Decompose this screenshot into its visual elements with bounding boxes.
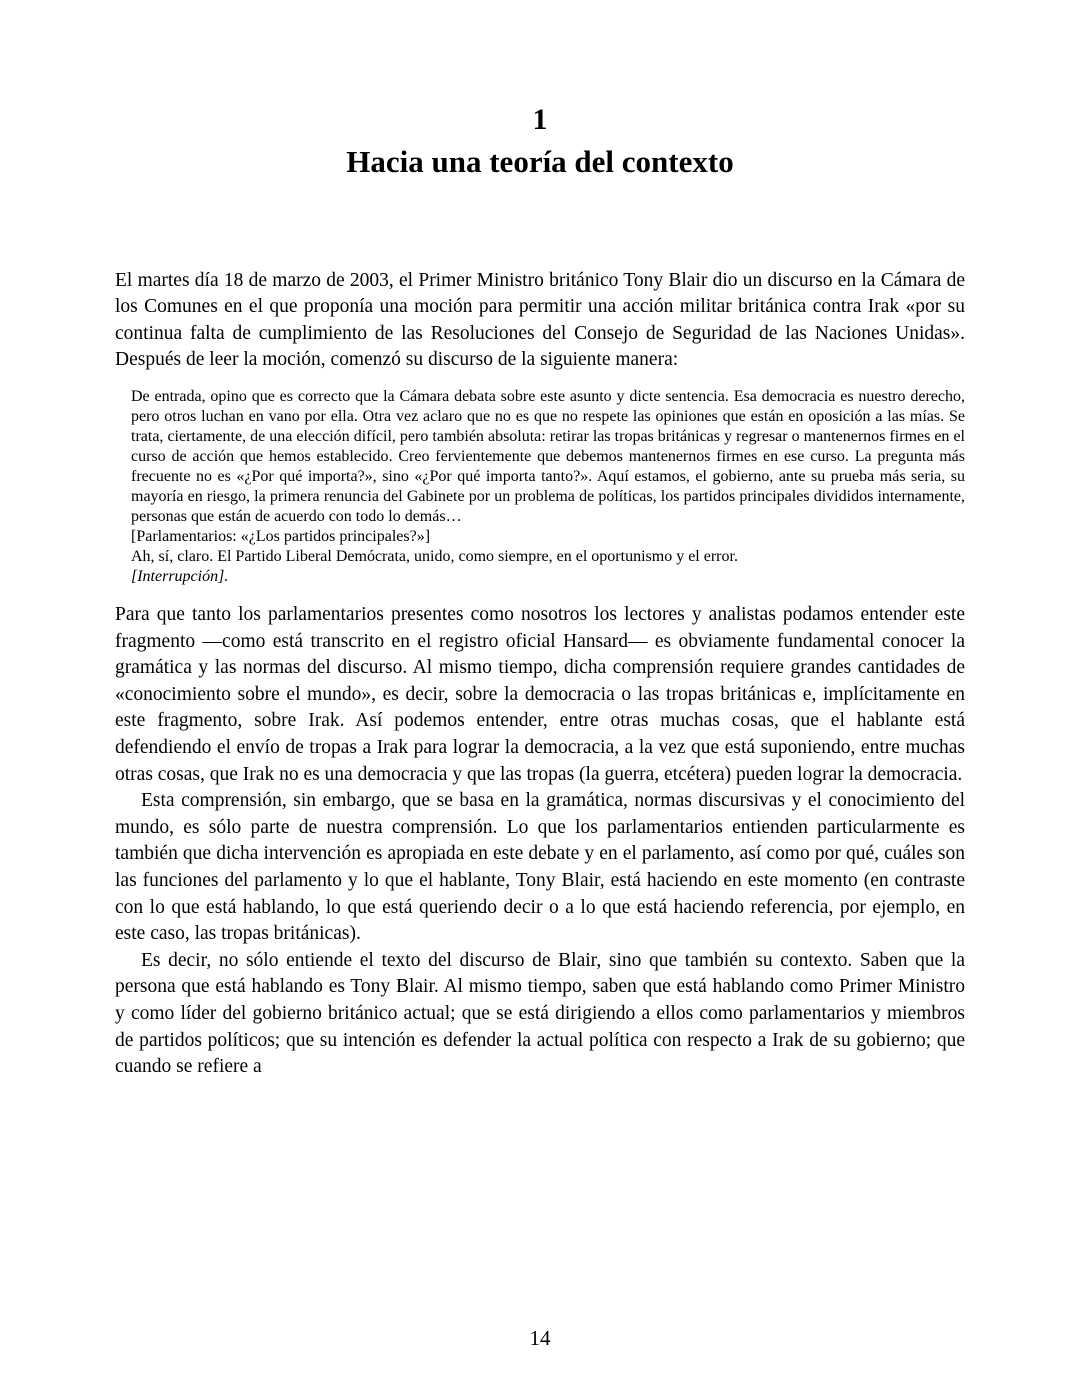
block-quote [131, 387, 965, 587]
page-number: 14 [529, 1326, 551, 1350]
chapter-title: Hacia una teoría del contexto [346, 143, 734, 179]
paragraph-4: Es decir, no sólo entiende el texto del discurso de Blair, sino que también su contexto. Saben que la persona que está hablando es Tony Blair. Al mismo tiempo, saben que está hablando como Primer Ministro y como líder del gobierno británico actual; que se está dirigiendo a ellos como parlamentarios y miembros de partidos políticos; que su intención es defender la actual política con respecto a Irak de su gobierno; que cuando se refiere a [115, 949, 965, 1078]
quote-stage-direction: [Interrupción]. [131, 568, 229, 586]
quote-reply: Ah, sí, claro. El Partido Liberal Demócrata, unido, como siempre, en el oportunismo y el error. [131, 548, 738, 566]
quote-main-text: De entrada, opino que es correcto que la Cámara debata sobre este asunto y dicte sentencia. Esa democracia es nuestro derecho, pero otros luchan en vano por ella. Otra vez aclaro que no es que no respete las opiniones que están en oposición a las mías. Se trata, ciertamente, de una elección difícil, pero también absoluta: retirar las tropas británicas y regresar o mantenernos firmes en el curso de acción que hemos establecido. Creo fervientemente que debemos mantenernos firmes en ese curso. La pregunta más frecuente no es «¿Por qué importa?», sino «¿Por qué importa tanto?». Aquí estamos, el gobierno, ante su prueba más seria, su mayoría en riesgo, la primera renuncia del Gabinete por un problema de políticas, los partidos principales divididos internamente, personas que están de acuerdo con todo lo demás… [131, 388, 965, 526]
chapter-header [0, 0, 1080, 180]
paragraph-intro: El martes día 18 de marzo de 2003, el Primer Ministro británico Tony Blair dio un discurso en la Cámara de los Comunes en el que proponía una moción para permitir una acción militar británica contra Irak «por su continua falta de cumplimiento de las Resoluciones del Consejo de Seguridad de las Naciones Unidas». Después de leer la moción, comenzó su discurso de la siguiente manera: [115, 269, 965, 371]
paragraph-3: Esta comprensión, sin embargo, que se basa en la gramática, normas discursivas y el conocimiento del mundo, es sólo parte de nuestra comprensión. Lo que los parlamentarios entienden particularmente es también que dicha intervención es apropiada en este debate y en el parlamento, así como por qué, cuáles son las funciones del parlamento y lo que el hablante, Tony Blair, está haciendo en este momento (en contraste con lo que está hablando, lo que está queriendo decir o a lo que está haciendo referencia, por ejemplo, en este caso, las tropas británicas). [115, 790, 965, 945]
quote-interjection: [Parlamentarios: «¿Los partidos principales?»] [131, 528, 431, 546]
page-body [115, 268, 965, 1081]
chapter-number: 1 [532, 103, 548, 136]
paragraph-2: Para que tanto los parlamentarios presentes como nosotros los lectores y analistas podamos entender este fragmento —como está transcrito en el registro oficial Hansard— es obviamente fundamental conocer la gramática y las normas del discurso. Al mismo tiempo, dicha comprensión requiere grandes cantidades de «conocimiento sobre el mundo», es decir, sobre la democracia o las tropas británicas e, implícitamente en este fragmento, sobre Irak. Así podemos entender, entre otras muchas cosas, que el hablante está defendiendo el envío de tropas a Irak para lograr la democracia, a la vez que está suponiendo, entre muchas otras cosas, que Irak no es una democracia y que las tropas (la guerra, etcétera) pueden lograr la democracia. [115, 604, 965, 785]
